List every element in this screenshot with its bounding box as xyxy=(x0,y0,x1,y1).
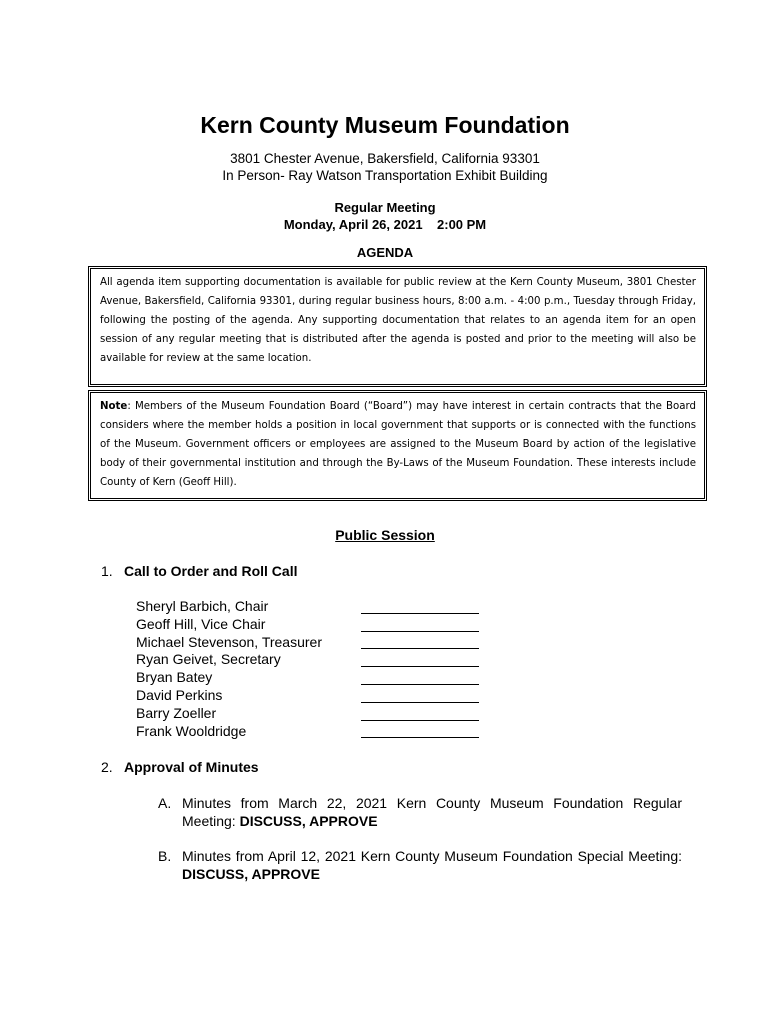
attendance-blank xyxy=(361,598,479,616)
attendance-blank xyxy=(361,705,479,723)
action-label: DISCUSS, APPROVE xyxy=(239,813,378,829)
meeting-type: Regular Meeting xyxy=(334,200,436,215)
item-number: 2. xyxy=(101,759,113,775)
item-title-approval-of-minutes: Approval of Minutes xyxy=(124,759,259,775)
minutes-item-b xyxy=(158,847,682,883)
member-name: Bryan Batey xyxy=(136,669,213,686)
attendance-blank xyxy=(361,687,479,705)
attendance-blank xyxy=(361,616,479,634)
sub-item-text: Minutes from April 12, 2021 Kern County Museum Foundation Special Meeting: xyxy=(182,848,682,864)
attendance-blank xyxy=(361,634,479,652)
roll-call-row xyxy=(136,616,496,634)
attendance-blank xyxy=(361,669,479,687)
note-label: Note xyxy=(100,401,128,412)
member-name: Barry Zoeller xyxy=(136,704,217,721)
note-text: : Members of the Museum Foundation Board (“Board”) may have interest in certain contracts that the Board considers where the member holds a position in local government that supports or is connected with the functions of the Museum. Government officers or employees are assigned to the Museum Board by action of the legislative body of their governmental institution and through the By-Laws of the Museum Foundation. These interests include County of Kern (Geoff Hill). xyxy=(100,401,696,488)
public-review-notice-box xyxy=(88,266,707,387)
roll-call-row xyxy=(136,634,496,652)
minutes-item-a xyxy=(158,794,682,830)
sub-item-text: Minutes from March 22, 2021 Kern County Museum Foundation Regular Meeting: xyxy=(182,795,682,829)
member-name: David Perkins xyxy=(136,686,223,703)
item-number: 1. xyxy=(101,563,113,579)
member-name: Sheryl Barbich, Chair xyxy=(136,598,269,614)
member-name: Michael Stevenson, Treasurer xyxy=(136,633,322,650)
roll-call-row xyxy=(136,723,496,741)
venue-line: In Person- Ray Watson Transportation Exhibit Building xyxy=(222,168,548,183)
attendance-blank xyxy=(361,723,479,741)
sub-item-letter: B. xyxy=(158,848,172,864)
roll-call-list xyxy=(136,598,496,740)
public-review-notice-text: All agenda item supporting documentation is available for public review at the Kern County Museum, 3801 Chester Avenue, Bakersfield, California 93301, during regular business hours, 8:00 a.m. - 4:00 p.m., Tuesday through Friday, following the posting of the agenda. Any supporting documentation that relates to an agenda item for an open session of any regular meeting that is distributed after the agenda is posted and prior to the meeting will also be available for review at the same location. xyxy=(100,277,696,364)
document-title: Kern County Museum Foundation xyxy=(200,112,570,138)
meeting-date: Monday, April 26, 2021 2:00 PM xyxy=(283,217,487,232)
roll-call-row xyxy=(136,687,496,705)
member-name: Geoff Hill, Vice Chair xyxy=(136,615,266,632)
member-name: Frank Wooldridge xyxy=(136,722,247,739)
member-name: Ryan Geivet, Secretary xyxy=(136,651,281,668)
action-label: DISCUSS, APPROVE xyxy=(182,866,320,882)
sub-item-text-wrap xyxy=(182,794,682,830)
agenda-label: AGENDA xyxy=(356,245,414,260)
sub-item-text-wrap xyxy=(182,847,682,883)
item-title-roll-call: Call to Order and Roll Call xyxy=(124,563,298,579)
roll-call-row xyxy=(136,705,496,723)
roll-call-row xyxy=(136,651,496,669)
address-line: 3801 Chester Avenue, Bakersfield, California 93301 xyxy=(230,151,540,166)
attendance-blank xyxy=(361,651,479,669)
roll-call-row xyxy=(136,598,496,616)
sub-item-letter: A. xyxy=(158,795,172,811)
roll-call-row xyxy=(136,669,496,687)
board-interest-note-box xyxy=(88,390,707,501)
public-session-heading: Public Session xyxy=(335,527,435,543)
